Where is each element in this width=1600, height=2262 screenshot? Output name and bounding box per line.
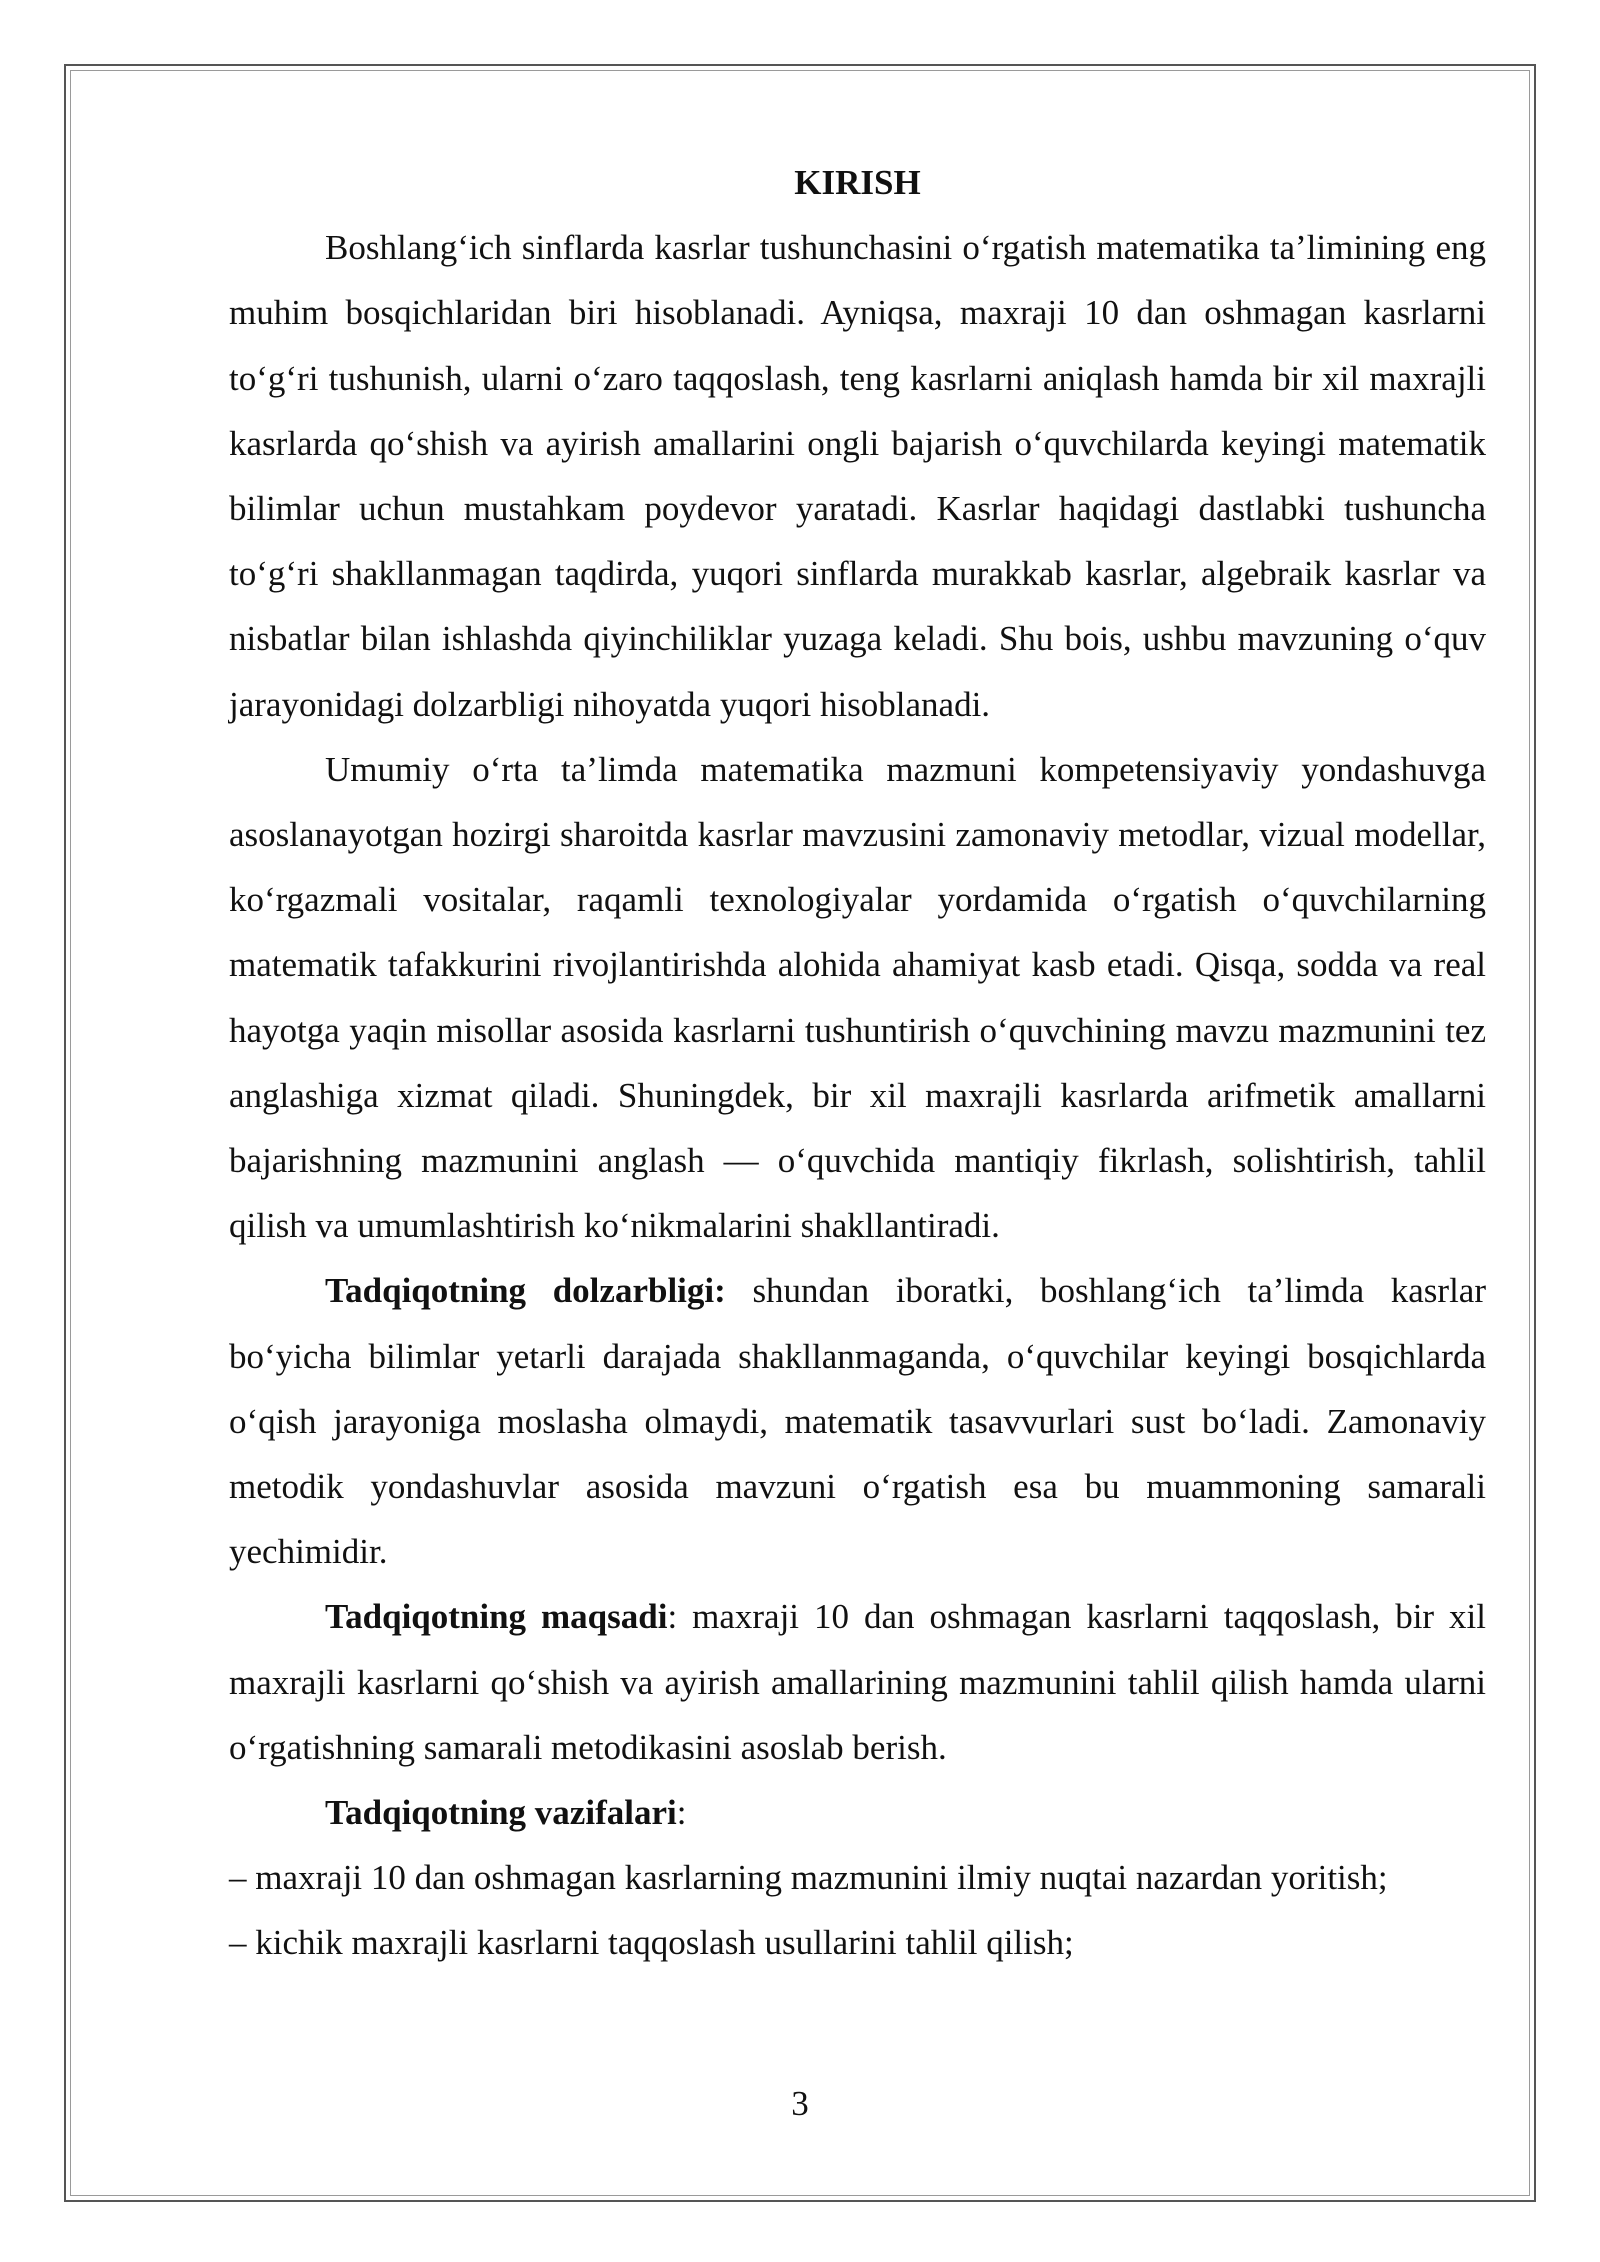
goal-label: Tadqiqotning maqsadi	[325, 1597, 668, 1637]
section-title: KIRISH	[794, 163, 921, 202]
tasks-heading	[229, 1780, 1486, 1845]
relevance-paragraph	[229, 1258, 1486, 1584]
relevance-text: shundan iboratki, boshlang‘ich ta’limda kasrlar bo‘yicha bilimlar yetarli darajada shakllanmaganda, o‘quvchilar keyingi bosqichlarda o‘qish jarayoniga moslasha olmaydi, matematik tasavvurlari sust bo‘ladi. Zamonaviy metodik yondashuvlar asosida mavzuni o‘rgatish esa bu muammoning samarali yechimidir.	[229, 1271, 1486, 1572]
task-item: – maxraji 10 dan oshmagan kasrlarning mazmunini ilmiy nuqtai nazardan yoritish;	[229, 1858, 1388, 1898]
intro-paragraph-1: Boshlang‘ich sinflarda kasrlar tushunchasini o‘rgatish matematika ta’limining eng muhim bosqichlaridan biri hisoblanadi. Ayniqsa, maxraji 10 dan oshmagan kasrlarni to‘g‘ri tushunish, ularni o‘zaro taqqoslash, teng kasrlarni aniqlash hamda bir xil maxrajli kasrlarda qo‘shish va ayirish amallarini ongli bajarish o‘quvchilarda keyingi matematik bilimlar uchun mustahkam poydevor yaratadi. Kasrlar haqidagi dastlabki tushuncha to‘g‘ri shakllanmagan taqdirda, yuqori sinflarda murakkab kasrlar, algebraik kasrlar va nisbatlar bilan ishlashda qiyinchiliklar yuzaga keladi. Shu bois, ushbu mavzuning o‘quv jarayonidagi dolzarbligi nihoyatda yuqori hisoblanadi.	[229, 228, 1486, 724]
goal-text: : maxraji 10 dan oshmagan kasrlarni taqqoslash, bir xil maxrajli kasrlarni qo‘shish va ayirish amallarining mazmunini tahlil qilish hamda ularni o‘rgatishning samarali metodikasini asoslab berish.	[229, 1597, 1486, 1767]
tasks-label: Tadqiqotning vazifalari	[325, 1793, 677, 1833]
document-body	[229, 150, 1486, 1976]
intro-paragraph-2: Umumiy o‘rta ta’limda matematika mazmuni kompetensiyaviy yondashuvga asoslanayotgan hozirgi sharoitda kasrlar mavzusini zamonaviy metodlar, vizual modellar, ko‘rgazmali vositalar, raqamli texnologiyalar yordamida o‘rgatish o‘quvchilarning matematik tafakkurini rivojlantirishda alohida ahamiyat kasb etadi. Qisqa, sodda va real hayotga yaqin misollar asosida kasrlarni tushuntirish o‘quvchining mavzu mazmunini tez anglashiga xizmat qiladi. Shuningdek, bir xil maxrajli kasrlarda arifmetik amallarni bajarishning mazmunini anglash — o‘quvchida mantiqiy fikrlash, solishtirish, tahlil qilish va umumlashtirish ko‘nikmalarini shakllantiradi.	[229, 749, 1486, 1246]
task-item: – kichik maxrajli kasrlarni taqqoslash usullarini tahlil qilish;	[229, 1923, 1074, 1963]
page-number: 3	[791, 2084, 809, 2123]
goal-paragraph	[229, 1584, 1486, 1780]
tasks-suffix: :	[676, 1793, 687, 1833]
relevance-label: Tadqiqotning dolzarbligi:	[325, 1271, 726, 1311]
